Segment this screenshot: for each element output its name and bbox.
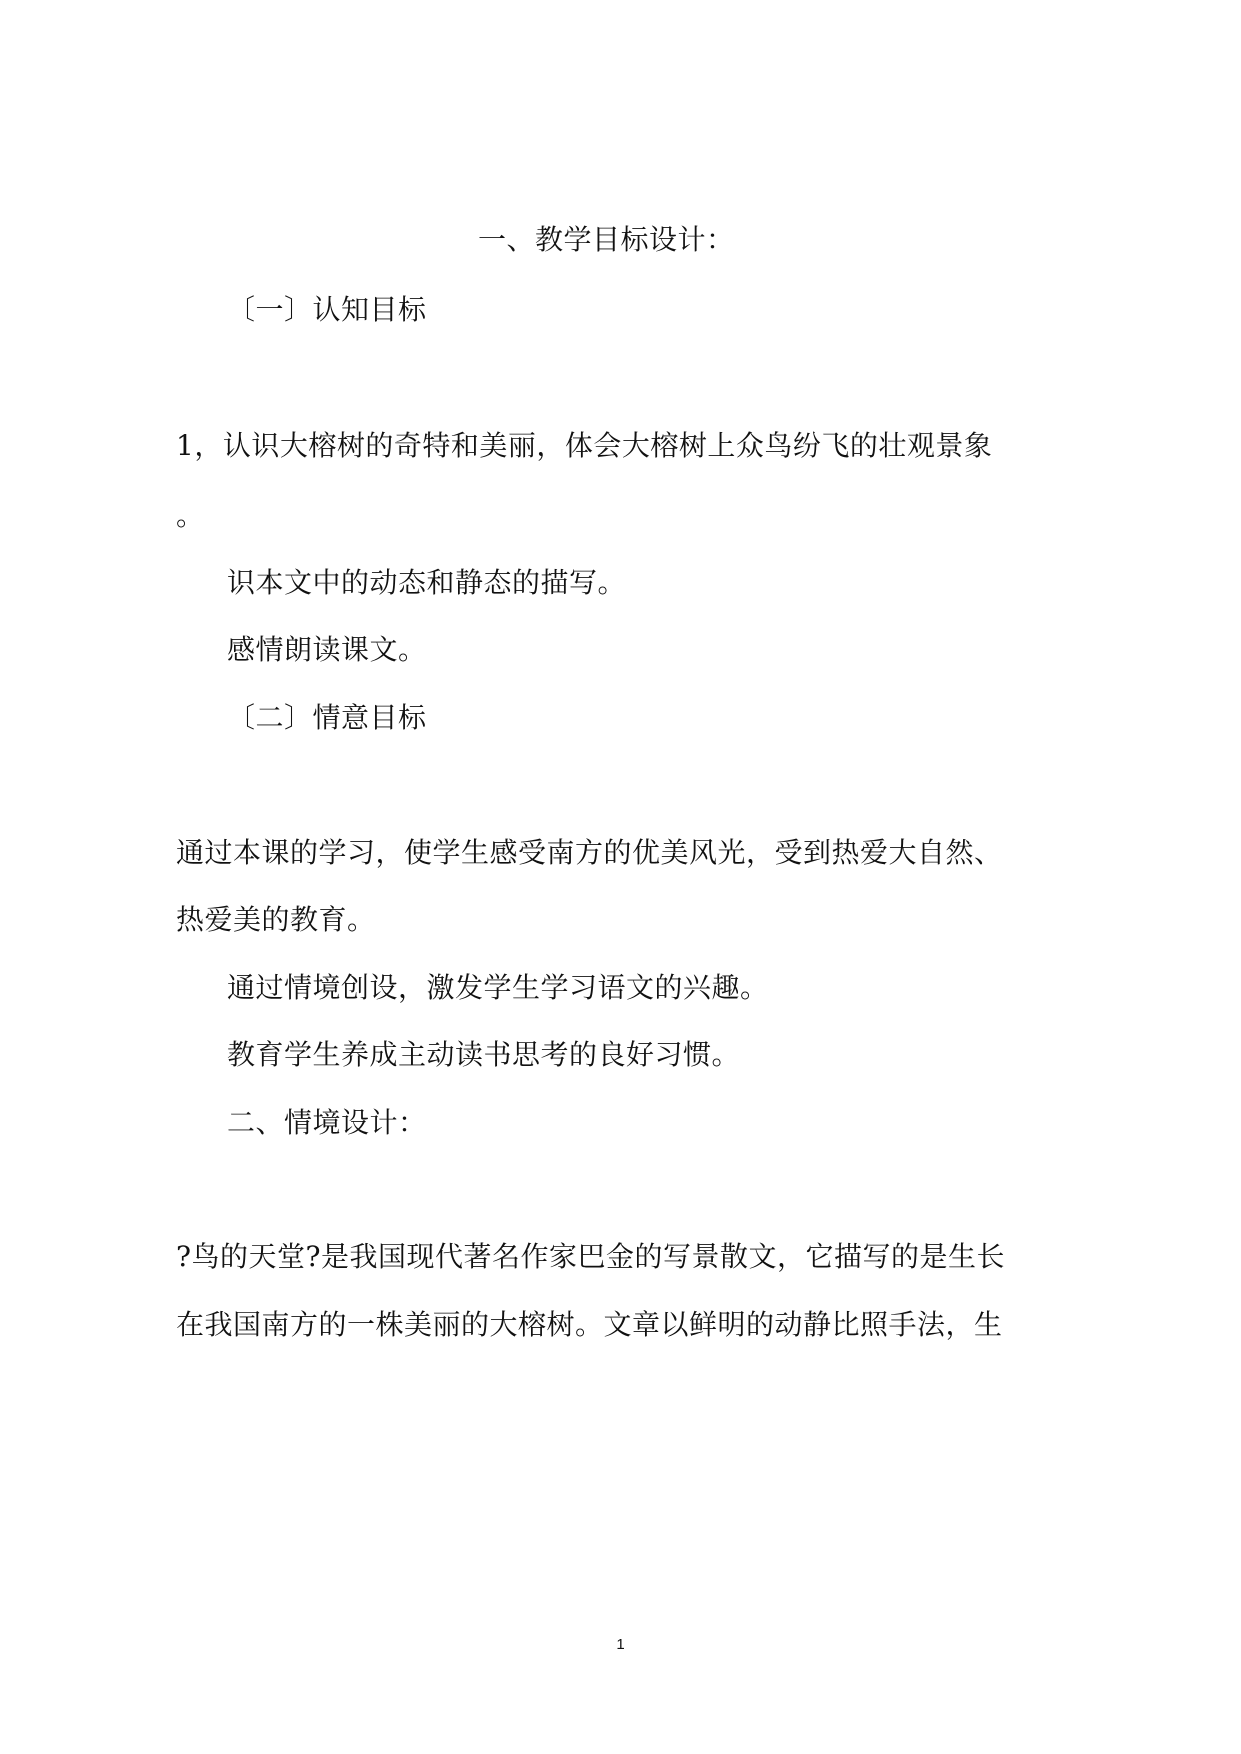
paragraph-line: 1，认识大榕树的奇特和美丽，体会大榕树上众鸟纷飞的壮观景象	[176, 429, 993, 462]
section-heading-scenario-design: 二、情境设计：	[227, 1106, 427, 1139]
section-heading-teaching-goals: 一、教学目标设计：	[478, 223, 735, 256]
subheading-affective-goals: 〔二〕情意目标	[227, 701, 427, 734]
paragraph-line: 热爱美的教育。	[176, 903, 376, 936]
subheading-cognitive-goals: 〔一〕认知目标	[227, 293, 427, 326]
paragraph-line: 通过情境创设，激发学生学习语文的兴趣。	[227, 971, 769, 1004]
page-number: 1	[616, 1636, 625, 1653]
paragraph-line: 在我国南方的一株美丽的大榕树。文章以鲜明的动静比照手法，生	[176, 1308, 1003, 1341]
paragraph-line: 通过本课的学习，使学生感受南方的优美风光，受到热爱大自然、	[176, 836, 1003, 869]
paragraph-line: ?鸟的天堂?是我国现代著名作家巴金的写景散文，它描写的是生长	[176, 1240, 1006, 1273]
paragraph-line: 。	[176, 499, 205, 532]
paragraph-line: 识本文中的动态和静态的描写。	[227, 566, 627, 599]
paragraph-line: 感情朗读课文。	[227, 633, 427, 666]
paragraph-line: 教育学生养成主动读书思考的良好习惯。	[227, 1038, 741, 1071]
